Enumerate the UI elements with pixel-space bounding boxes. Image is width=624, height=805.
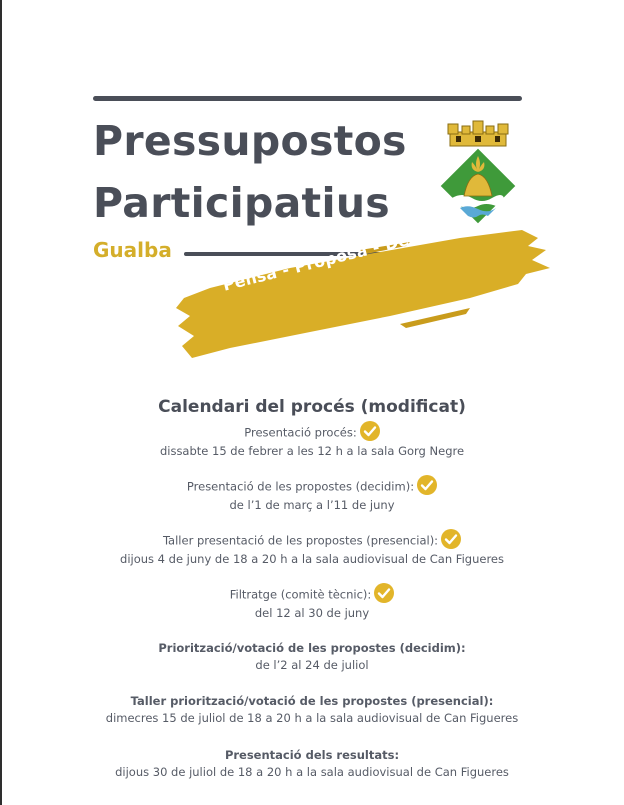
calendar-item-1 (0, 423, 624, 460)
item-detail: dissabte 15 de febrer a les 12 h a la sala Gorg Negre (159, 444, 465, 458)
item-heading: Presentació dels resultats: (224, 748, 400, 762)
item-heading: Presentació de les propostes (decidim): (186, 479, 415, 494)
check-circle-icon (441, 529, 461, 549)
item-detail: dijous 4 de juny de 18 a 20 h a la sala audiovisual de Can Figueres (120, 552, 504, 566)
calendar-item-2 (0, 477, 624, 514)
item-heading: Filtratge (comitè tècnic): (229, 587, 372, 602)
item-heading: Priorització/votació de les propostes (decidim): (158, 641, 466, 655)
item-detail: dimecres 15 de juliol de 18 a 20 h a la sala audiovisual de Can Figueres (105, 711, 519, 725)
slogan: Pensa - Proposa - Decideix (220, 216, 464, 295)
calendar-title: Calendari del procés (modificat) (158, 397, 466, 417)
calendar-item-7 (0, 747, 624, 781)
item-detail: dijous 30 de juliol de 18 a 20 h a la sala audiovisual de Can Figueres (115, 765, 509, 779)
item-heading: Presentació procés: (244, 425, 357, 440)
calendar-item-4 (0, 585, 624, 622)
item-detail: de l’1 de març a l’11 de juny (229, 498, 395, 512)
item-heading: Taller priorització/votació de les propostes (presencial): (130, 694, 494, 708)
calendar-item-3 (0, 531, 624, 568)
check-circle-icon (360, 421, 380, 441)
check-circle-icon (417, 475, 437, 495)
calendar-item-5 (0, 640, 624, 674)
item-heading: Taller presentació de les propostes (presencial): (162, 533, 439, 548)
item-detail: de l’2 al 24 de juliol (255, 658, 369, 672)
title-line-1: Pressupostos (93, 117, 407, 165)
top-rule (93, 96, 522, 101)
coat-of-arms-icon (438, 118, 518, 224)
town-name: Gualba (93, 238, 172, 262)
check-circle-icon (374, 583, 394, 603)
title-line-2: Participatius (93, 179, 391, 227)
calendar-item-6 (0, 693, 624, 727)
item-detail: del 12 al 30 de juny (254, 606, 370, 620)
